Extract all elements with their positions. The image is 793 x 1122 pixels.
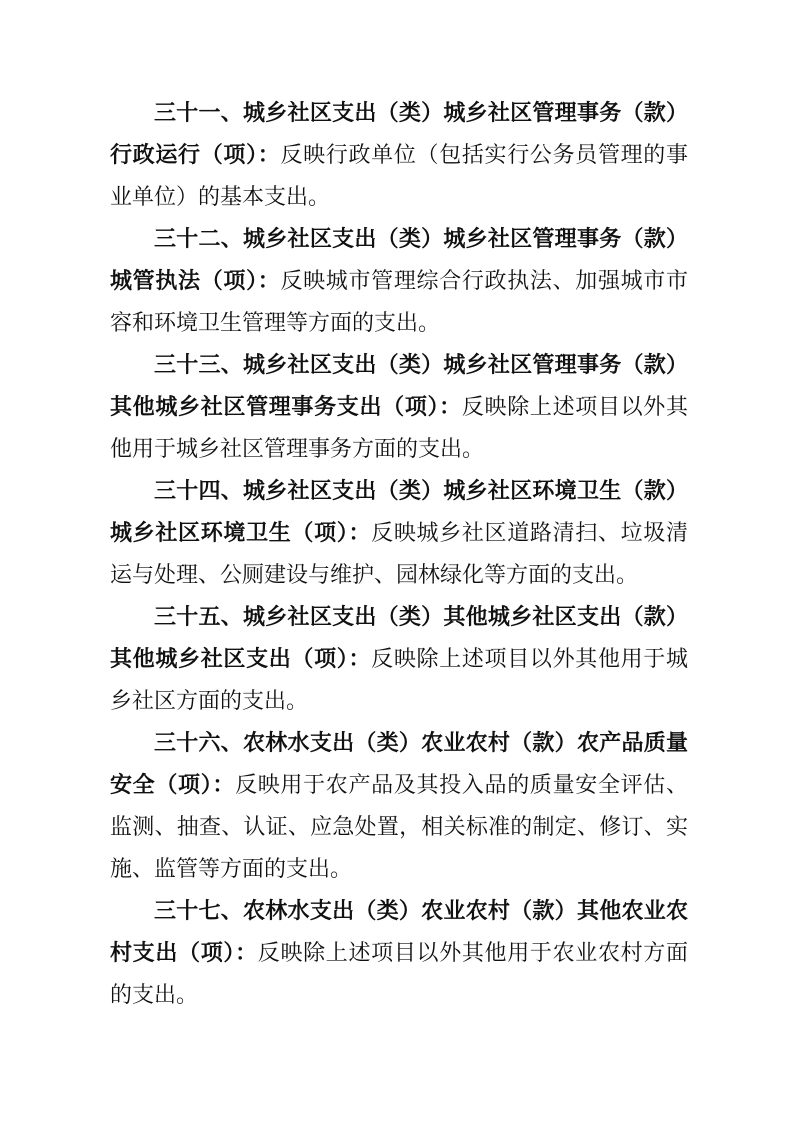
paragraph-34-lead: 三十四、城乡社区支出（类）城乡社区环境卫生（款）城乡社区环境卫生（项）：: [110, 478, 688, 545]
document-content: [110, 92, 688, 1016]
paragraph-35-body: 反映除上述项目以外其他用于城乡社区方面的支出。: [110, 646, 688, 713]
paragraph-35-lead: 三十五、城乡社区支出（类）其他城乡社区支出（款）其他城乡社区支出（项）：: [110, 604, 688, 671]
paragraph-37-body: 反映除上述项目以外其他用于农业农村方面的支出。: [110, 940, 688, 1007]
paragraph-31-body: 反映行政单位（包括实行公务员管理的事业单位）的基本支出。: [110, 142, 688, 209]
paragraph-32-body: 反映城市管理综合行政执法、加强城市市容和环境卫生管理等方面的支出。: [110, 268, 688, 335]
paragraph-36-lead: 三十六、农林水支出（类）农业农村（款）农产品质量安全（项）：: [110, 730, 688, 797]
paragraph-37-lead: 三十七、农林水支出（类）农业农村（款）其他农业农村支出（项）：: [110, 898, 688, 965]
paragraph-32-lead: 三十二、城乡社区支出（类）城乡社区管理事务（款）城管执法（项）：: [110, 226, 688, 293]
paragraph-36-body: 反映用于农产品及其投入品的质量安全评估、监测、抽查、认证、应急处置，相关标准的制定、修订、实施、监管等方面的支出。: [110, 772, 688, 881]
paragraph-37: [110, 890, 688, 1016]
paragraph-33: [110, 344, 688, 470]
paragraph-31-lead: 三十一、城乡社区支出（类）城乡社区管理事务（款）行政运行（项）：: [110, 100, 688, 167]
paragraph-34-body: 反映城乡社区道路清扫、垃圾清运与处理、公厕建设与维护、园林绿化等方面的支出。: [110, 520, 688, 587]
paragraph-33-lead: 三十三、城乡社区支出（类）城乡社区管理事务（款）其他城乡社区管理事务支出（项）：: [110, 352, 688, 419]
paragraph-34: [110, 470, 688, 596]
paragraph-32: [110, 218, 688, 344]
paragraph-35: [110, 596, 688, 722]
paragraph-33-body: 反映除上述项目以外其他用于城乡社区管理事务方面的支出。: [110, 394, 688, 461]
paragraph-31: [110, 92, 688, 218]
paragraph-36: [110, 722, 688, 890]
